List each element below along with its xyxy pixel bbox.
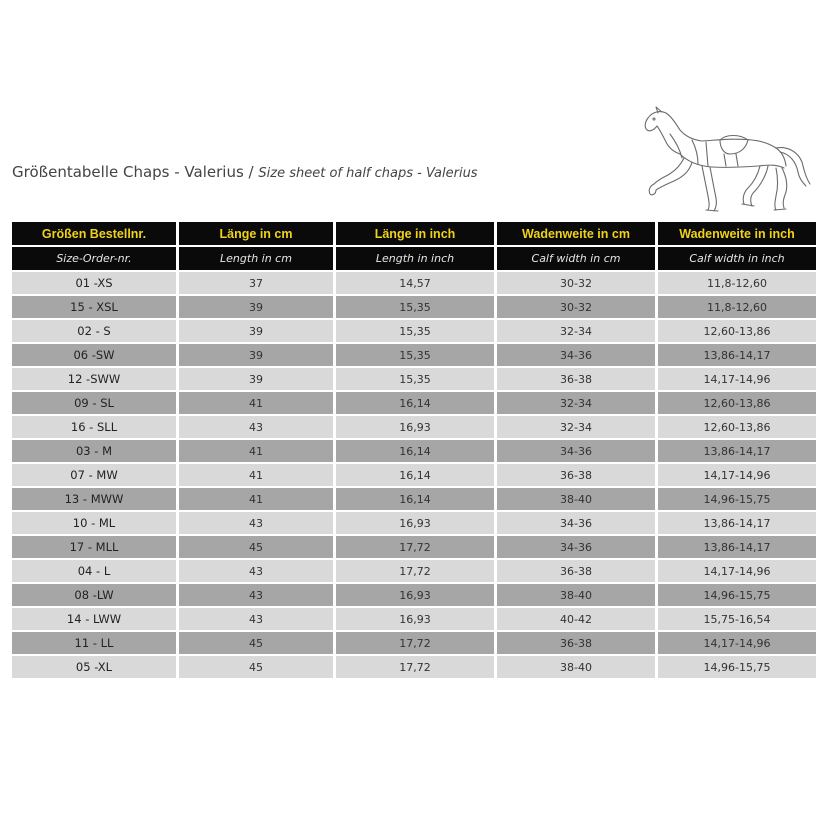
cell-calf-inch: 13,86-14,17 (658, 344, 816, 366)
cell-size: 04 - L (12, 560, 176, 582)
cell-calf-cm: 34-36 (497, 440, 655, 462)
table-row (12, 632, 816, 654)
cell-length-inch: 16,93 (336, 608, 494, 630)
cell-calf-inch: 13,86-14,17 (658, 536, 816, 558)
cell-calf-cm: 32-34 (497, 392, 655, 414)
cell-calf-inch: 14,17-14,96 (658, 560, 816, 582)
cell-size: 17 - MLL (12, 536, 176, 558)
table-row (12, 368, 816, 390)
table-row (12, 560, 816, 582)
header-length-inch: Länge in inch (336, 222, 494, 245)
cell-length-inch: 14,57 (336, 272, 494, 294)
cell-size: 07 - MW (12, 464, 176, 486)
cell-length-cm: 37 (179, 272, 333, 294)
subheader-row (12, 247, 816, 270)
cell-calf-inch: 14,17-14,96 (658, 368, 816, 390)
cell-size: 06 -SW (12, 344, 176, 366)
cell-calf-inch: 12,60-13,86 (658, 320, 816, 342)
cell-size: 10 - ML (12, 512, 176, 534)
subheader-calf-cm: Calf width in cm (497, 247, 655, 270)
cell-length-inch: 15,35 (336, 368, 494, 390)
cell-calf-inch: 14,96-15,75 (658, 656, 816, 678)
header-calf-inch: Wadenweite in inch (658, 222, 816, 245)
cell-length-inch: 17,72 (336, 656, 494, 678)
cell-length-inch: 16,14 (336, 392, 494, 414)
cell-calf-cm: 38-40 (497, 584, 655, 606)
cell-size: 09 - SL (12, 392, 176, 414)
cell-size: 11 - LL (12, 632, 176, 654)
table-row (12, 440, 816, 462)
title-english: Size sheet of half chaps - Valerius (258, 166, 478, 181)
cell-length-inch: 15,35 (336, 344, 494, 366)
table-row (12, 464, 816, 486)
cell-calf-cm: 32-34 (497, 416, 655, 438)
table-row (12, 656, 816, 678)
cell-length-cm: 41 (179, 488, 333, 510)
cell-length-cm: 39 (179, 344, 333, 366)
cell-length-cm: 41 (179, 392, 333, 414)
horse-sketch-icon (636, 104, 814, 216)
cell-calf-cm: 32-34 (497, 320, 655, 342)
cell-calf-inch: 13,86-14,17 (658, 512, 816, 534)
cell-length-cm: 43 (179, 416, 333, 438)
table-row (12, 272, 816, 294)
cell-length-cm: 43 (179, 560, 333, 582)
cell-length-cm: 41 (179, 464, 333, 486)
cell-calf-cm: 30-32 (497, 272, 655, 294)
cell-calf-cm: 36-38 (497, 632, 655, 654)
cell-calf-cm: 38-40 (497, 488, 655, 510)
table-row (12, 536, 816, 558)
cell-calf-cm: 36-38 (497, 560, 655, 582)
title-german: Größentabelle Chaps - Valerius / (12, 163, 254, 181)
cell-length-inch: 16,93 (336, 416, 494, 438)
cell-calf-inch: 11,8-12,60 (658, 296, 816, 318)
subheader-calf-inch: Calf width in inch (658, 247, 816, 270)
cell-calf-cm: 40-42 (497, 608, 655, 630)
cell-calf-cm: 30-32 (497, 296, 655, 318)
cell-calf-cm: 36-38 (497, 464, 655, 486)
cell-size: 05 -XL (12, 656, 176, 678)
subheader-length-cm: Length in cm (179, 247, 333, 270)
size-table (9, 220, 819, 680)
cell-calf-inch: 14,17-14,96 (658, 464, 816, 486)
cell-calf-inch: 15,75-16,54 (658, 608, 816, 630)
cell-length-inch: 17,72 (336, 560, 494, 582)
header-row (12, 222, 816, 245)
table-row (12, 392, 816, 414)
table-row (12, 584, 816, 606)
cell-length-cm: 43 (179, 584, 333, 606)
header-length-cm: Länge in cm (179, 222, 333, 245)
cell-length-cm: 43 (179, 512, 333, 534)
cell-calf-cm: 34-36 (497, 536, 655, 558)
page-title (12, 163, 478, 181)
cell-length-cm: 45 (179, 656, 333, 678)
table-row (12, 344, 816, 366)
cell-length-cm: 39 (179, 296, 333, 318)
cell-calf-inch: 12,60-13,86 (658, 392, 816, 414)
cell-calf-inch: 12,60-13,86 (658, 416, 816, 438)
table-row (12, 488, 816, 510)
cell-length-cm: 39 (179, 368, 333, 390)
cell-size: 03 - M (12, 440, 176, 462)
cell-length-inch: 17,72 (336, 536, 494, 558)
cell-length-cm: 41 (179, 440, 333, 462)
cell-size: 13 - MWW (12, 488, 176, 510)
cell-calf-cm: 34-36 (497, 344, 655, 366)
cell-calf-cm: 34-36 (497, 512, 655, 534)
cell-length-cm: 39 (179, 320, 333, 342)
cell-size: 14 - LWW (12, 608, 176, 630)
cell-length-cm: 45 (179, 536, 333, 558)
cell-size: 02 - S (12, 320, 176, 342)
cell-length-inch: 16,14 (336, 488, 494, 510)
table-row (12, 512, 816, 534)
cell-calf-inch: 14,96-15,75 (658, 488, 816, 510)
cell-calf-inch: 13,86-14,17 (658, 440, 816, 462)
table-row (12, 296, 816, 318)
cell-length-cm: 43 (179, 608, 333, 630)
cell-calf-inch: 14,96-15,75 (658, 584, 816, 606)
table-row (12, 320, 816, 342)
cell-size: 01 -XS (12, 272, 176, 294)
header-calf-cm: Wadenweite in cm (497, 222, 655, 245)
cell-calf-cm: 36-38 (497, 368, 655, 390)
cell-size: 16 - SLL (12, 416, 176, 438)
cell-length-inch: 15,35 (336, 296, 494, 318)
cell-size: 15 - XSL (12, 296, 176, 318)
cell-calf-inch: 11,8-12,60 (658, 272, 816, 294)
table-row (12, 608, 816, 630)
cell-length-inch: 17,72 (336, 632, 494, 654)
cell-length-inch: 16,14 (336, 464, 494, 486)
subheader-size: Size-Order-nr. (12, 247, 176, 270)
cell-length-inch: 16,93 (336, 584, 494, 606)
header-size: Größen Bestellnr. (12, 222, 176, 245)
cell-length-inch: 16,14 (336, 440, 494, 462)
table-row (12, 416, 816, 438)
cell-size: 08 -LW (12, 584, 176, 606)
subheader-length-inch: Length in inch (336, 247, 494, 270)
cell-length-inch: 16,93 (336, 512, 494, 534)
cell-calf-inch: 14,17-14,96 (658, 632, 816, 654)
cell-size: 12 -SWW (12, 368, 176, 390)
cell-length-cm: 45 (179, 632, 333, 654)
cell-length-inch: 15,35 (336, 320, 494, 342)
cell-calf-cm: 38-40 (497, 656, 655, 678)
